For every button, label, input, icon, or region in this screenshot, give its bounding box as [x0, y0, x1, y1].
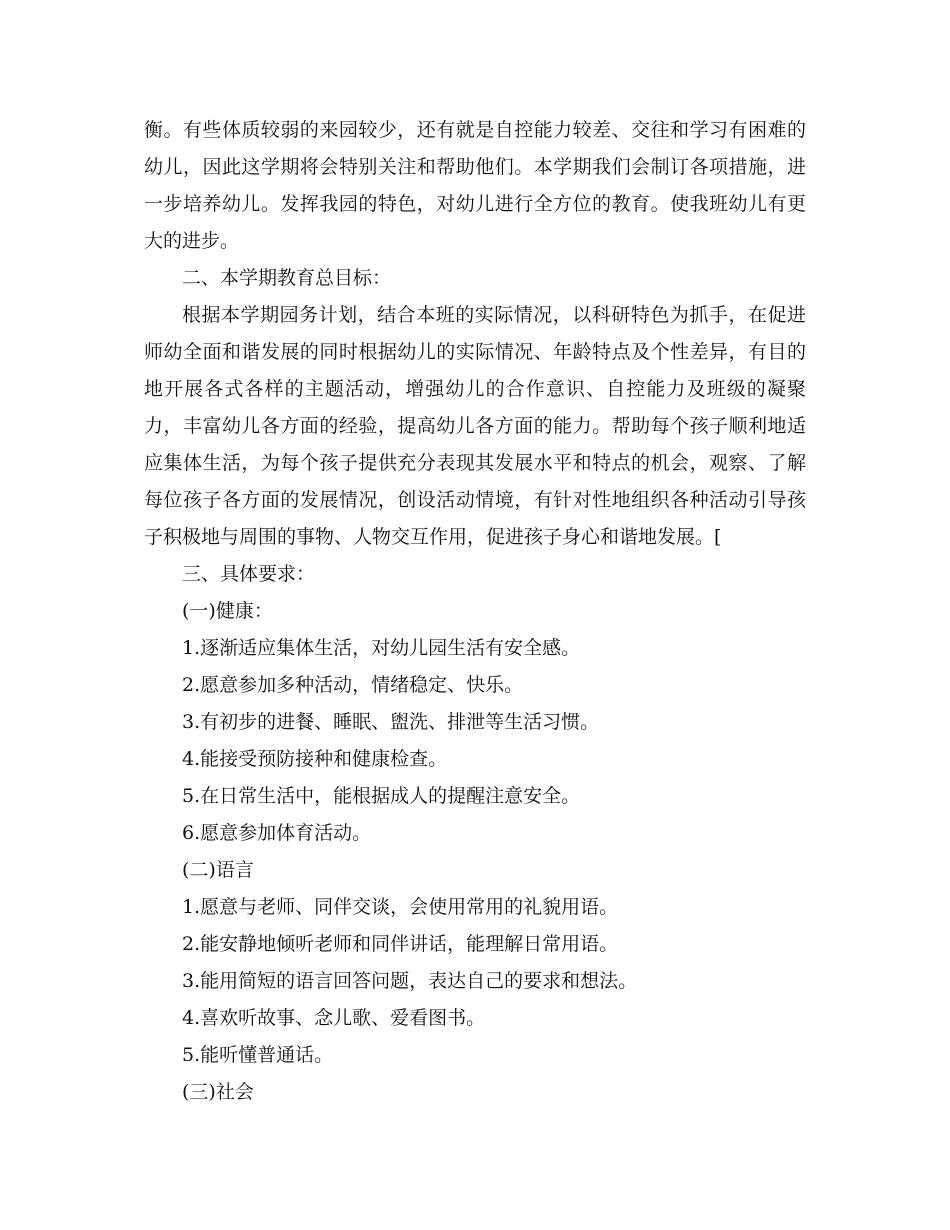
- paragraph-intro: 衡。有些体质较弱的来园较少，还有就是自控能力较差、交往和学习有困难的幼儿，因此这学期将会特别关注和帮助他们。本学期我们会制订各项措施，进一步培养幼儿。发挥我园的特色，对幼儿进行全方位的教育。使我班幼儿有更大的进步。: [144, 119, 806, 252]
- list-item: 1.逐渐适应集体生活，对幼儿园生活有安全感。: [182, 637, 581, 659]
- document-page: [144, 112, 806, 1111]
- section-title-social: (三)社会: [182, 1081, 254, 1103]
- paragraph-education-goal: 根据本学期园务计划，结合本班的实际情况，以科研特色为抓手，在促进师幼全面和谐发展的同时根据幼儿的实际情况、年龄特点及个性差异，有目的地开展各式各样的主题活动，增强幼儿的合作意识、自控能力及班级的凝聚力，丰富幼儿各方面的经验，提高幼儿各方面的能力。帮助每个孩子顺利地适应集体生活，为每个孩子提供充分表现其发展水平和特点的机会，观察、了解每位孩子各方面的发展情况，创设活动情境，有针对性地组织各种活动引导孩子积极地与周围的事物、人物交互作用，促进孩子身心和谐地发展。[: [144, 304, 806, 548]
- list-item: 4.能接受预防接种和健康检查。: [182, 748, 448, 770]
- list-item: 2.能安静地倾听老师和同伴讲话，能理解日常用语。: [182, 933, 619, 955]
- list-item: 3.能用简短的语言回答问题，表达自己的要求和想法。: [182, 970, 638, 992]
- list-item: 1.愿意与老师、同伴交谈，会使用常用的礼貌用语。: [182, 896, 619, 918]
- list-item: 6.愿意参加体育活动。: [182, 822, 372, 844]
- list-item: 4.喜欢听故事、念儿歌、爱看图书。: [182, 1007, 486, 1029]
- heading-education-goal: 二、本学期教育总目标：: [182, 267, 392, 289]
- list-item: 2.愿意参加多种活动，情绪稳定、快乐。: [182, 674, 524, 696]
- list-item: 5.能听懂普通话。: [182, 1044, 334, 1066]
- section-title-health: (一)健康：: [182, 600, 273, 622]
- list-item: 3.有初步的进餐、睡眠、盥洗、排泄等生活习惯。: [182, 711, 600, 733]
- list-item: 5.在日常生活中，能根据成人的提醒注意安全。: [182, 785, 581, 807]
- heading-specific-requirements: 三、具体要求：: [182, 563, 316, 585]
- section-title-language: (二)语言: [182, 859, 254, 881]
